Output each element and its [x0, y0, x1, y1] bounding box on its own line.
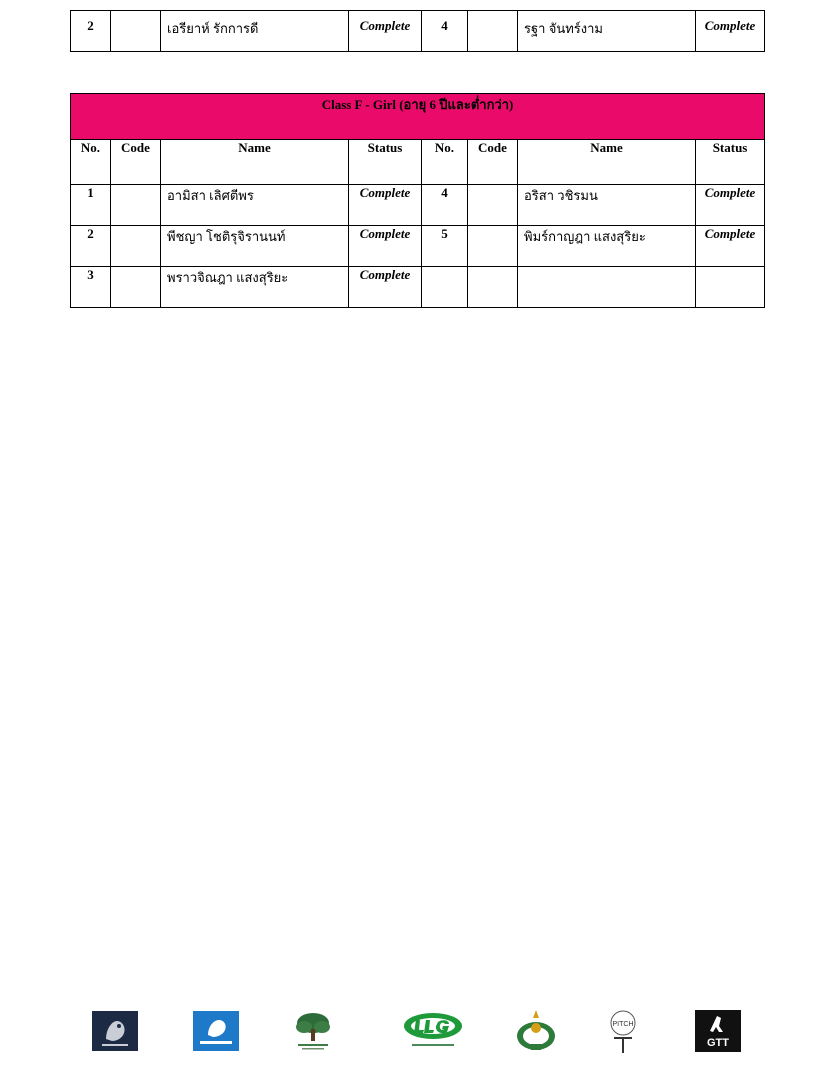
left-status: Complete: [349, 226, 422, 267]
class-title: Class F - Girl (อายุ 6 ปีและต่ำกว่า): [71, 94, 765, 140]
table-row: [71, 267, 765, 308]
header-status: Status: [349, 140, 422, 185]
namsingh-logo: [193, 1008, 239, 1054]
right-code: [468, 267, 518, 308]
right-no: 5: [422, 226, 468, 267]
left-code: [111, 185, 161, 226]
right-no: 4: [422, 11, 468, 52]
right-status: Complete: [696, 11, 765, 52]
left-name: อามิสา เลิศตีพร: [161, 185, 349, 226]
left-no: 2: [71, 226, 111, 267]
right-name: อริสา วชิรมน: [518, 185, 696, 226]
left-name: พีชญา โชติรุจิรานนท์: [161, 226, 349, 267]
right-no: [422, 267, 468, 308]
right-code: [468, 185, 518, 226]
sponsor-logos: [0, 1008, 830, 1058]
header-name: Name: [518, 140, 696, 185]
left-code: [111, 11, 161, 52]
right-code: [468, 11, 518, 52]
pitch-logo: [606, 1008, 640, 1054]
header-code: Code: [468, 140, 518, 185]
gtt-logo: [695, 1008, 741, 1054]
royal-hua-hin-golf-logo: [290, 1008, 336, 1054]
header-no: No.: [422, 140, 468, 185]
right-status: Complete: [696, 185, 765, 226]
left-code: [111, 267, 161, 308]
pitch-label: PITCH: [612, 1021, 634, 1028]
left-no: 1: [71, 185, 111, 226]
right-name: พิมร์กาญฎา แสงสุริยะ: [518, 226, 696, 267]
header-code: Code: [111, 140, 161, 185]
ulg-golf-resort-logo: [402, 1008, 464, 1054]
right-no: 4: [422, 185, 468, 226]
singha-corporation-logo: [92, 1008, 138, 1054]
left-code: [111, 226, 161, 267]
right-name: [518, 267, 696, 308]
left-status: Complete: [349, 267, 422, 308]
header-row: [71, 140, 765, 185]
table-row: [71, 185, 765, 226]
class-f-girl-table: [70, 93, 765, 308]
left-status: Complete: [349, 11, 422, 52]
gtt-label: GTT: [707, 1037, 729, 1049]
left-no: 3: [71, 267, 111, 308]
left-name: พราวจิณฎา แสงสุริยะ: [161, 267, 349, 308]
header-name: Name: [161, 140, 349, 185]
left-status: Complete: [349, 185, 422, 226]
right-status: Complete: [696, 226, 765, 267]
header-status: Status: [696, 140, 765, 185]
right-status: [696, 267, 765, 308]
header-no: No.: [71, 140, 111, 185]
right-name: รฐา จันทร์งาม: [518, 11, 696, 52]
top-results-table: [70, 10, 765, 52]
table-row: [71, 11, 765, 52]
table-row: [71, 226, 765, 267]
left-no: 2: [71, 11, 111, 52]
right-code: [468, 226, 518, 267]
left-name: เอรียาห์ รักการดี: [161, 11, 349, 52]
crest-emblem-logo: [513, 1008, 559, 1054]
